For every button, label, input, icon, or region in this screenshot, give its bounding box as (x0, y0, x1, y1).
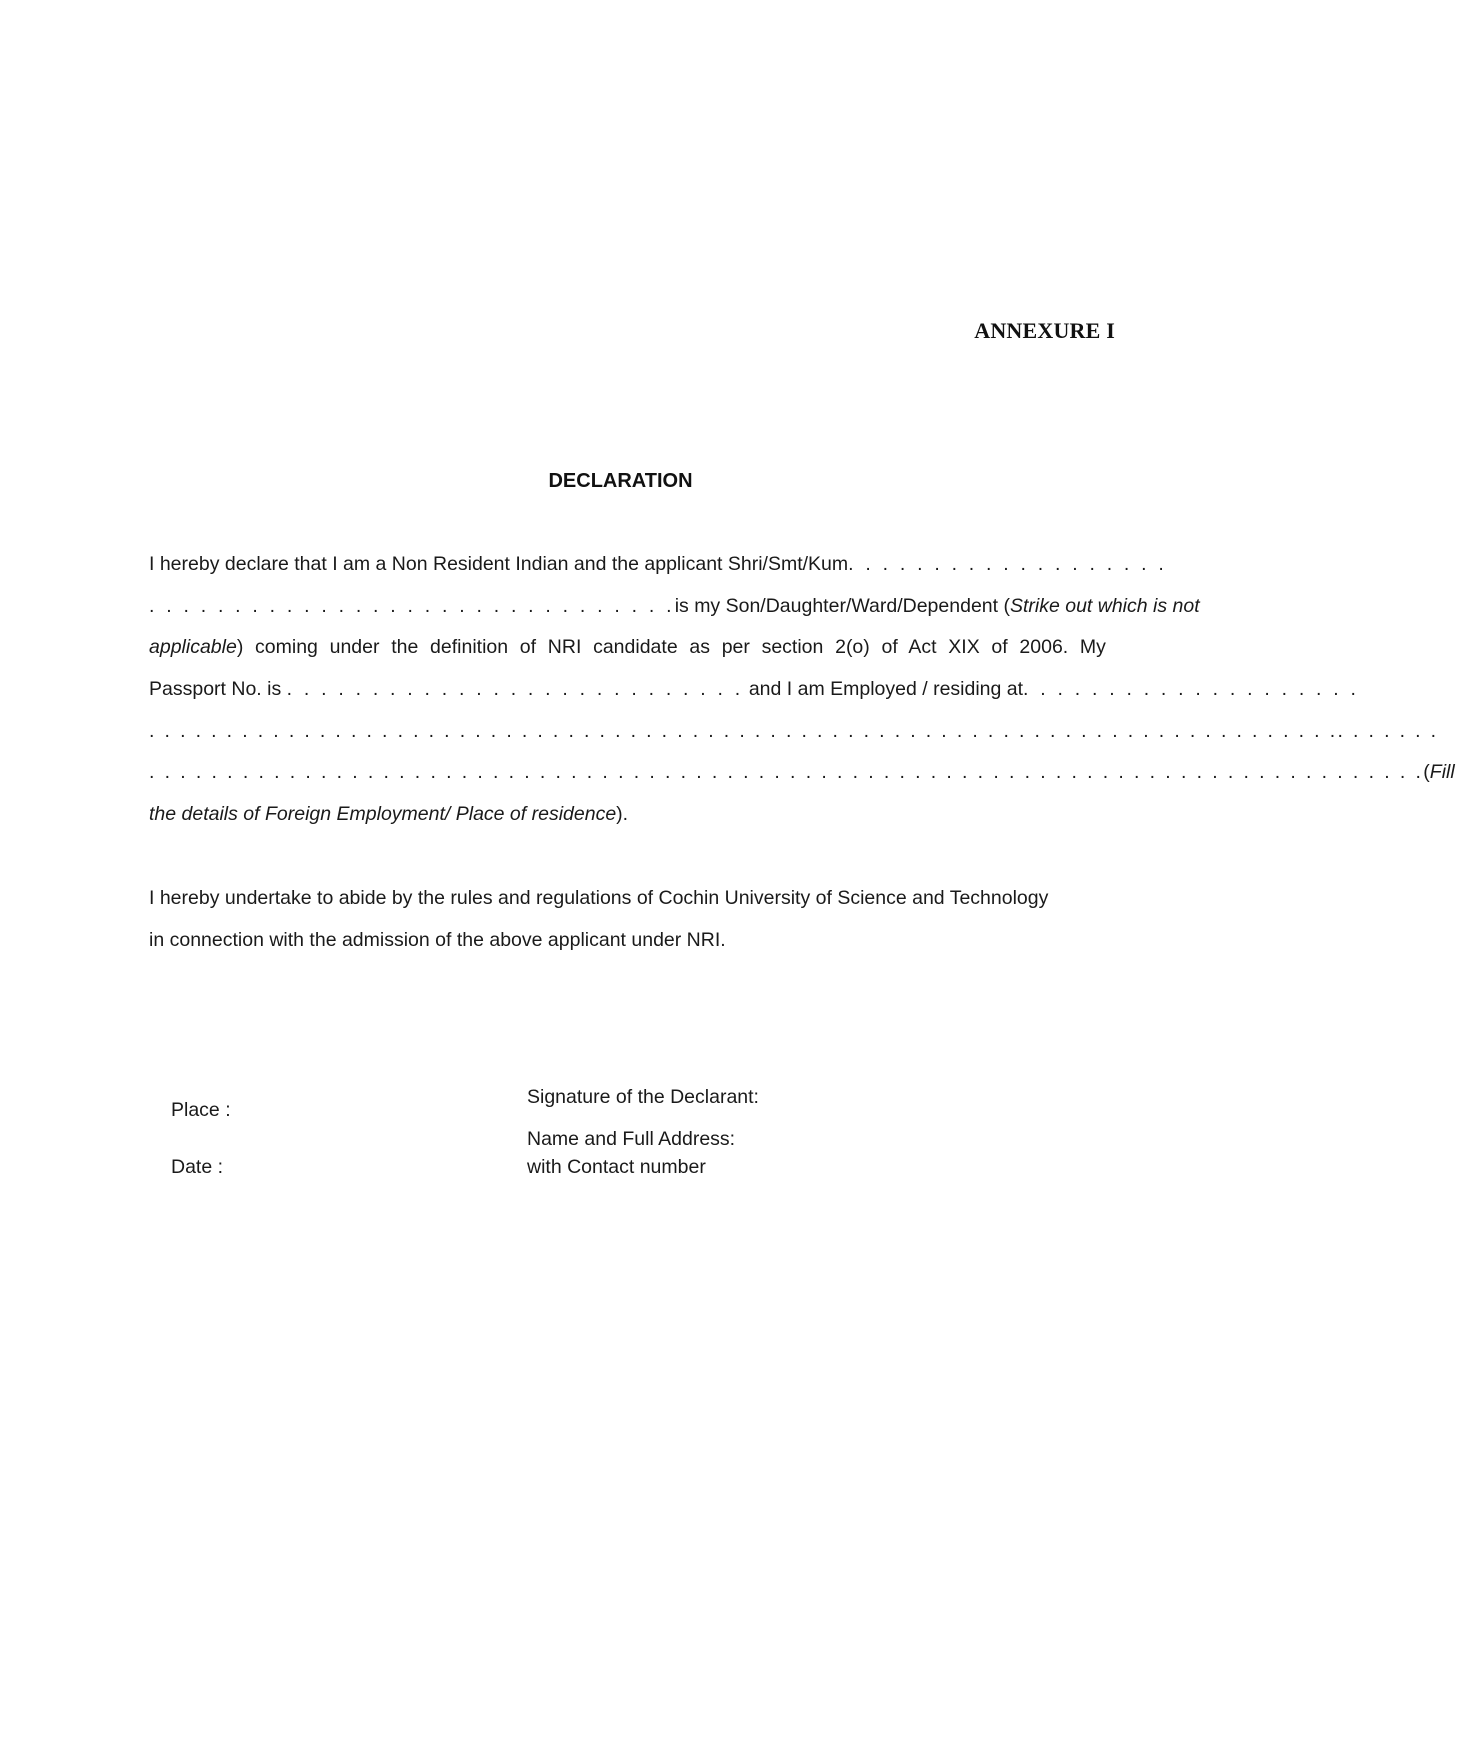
residence-blank-line-3: . . . . . . . . . . . . . . . . . . . . . . . . . . . . . . . . . . . . . . . . . . . . . . . . . . . . . . . . . . . . . . . . . . . . . . . . . . . . . . . . . . (149, 761, 1424, 784)
paragraph-line-2 (149, 586, 1200, 628)
applicant-name-blank-continued: . . . . . . . . . . . . . . . . . . . . . . . . . . . . . . . (149, 594, 675, 617)
residence-blank-line-2: . . . . . . . . . . . . . . . . . . . . . . . . . . . . . . . . . . . . . . . . . . . . . . . . . . . . . . . . . . . . . . . . . . . . . . . . . . . . .. . . . . . . (149, 719, 1439, 742)
paragraph-line-6 (149, 752, 1455, 794)
annexure-label: ANNEXURE I (974, 318, 1115, 343)
undertaking-line-2: in connection with the admission of the above applicant under NRI. (149, 928, 726, 951)
declarant-statement-text: I hereby declare that I am a Non Resident Indian and the applicant Shri/Smt/Kum (149, 553, 849, 575)
contact-label: with Contact number (527, 1156, 706, 1178)
strike-out-note: Strike out which is not (1009, 594, 1200, 617)
passport-number-blank: . . . . . . . . . . . . . . . . . . . . . . . . . . . (286, 678, 744, 701)
declaration-paragraph (149, 544, 1455, 836)
undertaking-line-1: I hereby undertake to abide by the rules and regulations of Cochin University of Science and Technology (149, 887, 1049, 909)
fill-details-note: (Fill (1423, 761, 1455, 784)
signature-label: Signature of the Declarant: (527, 1086, 759, 1108)
declaration-title: DECLARATION (548, 470, 693, 492)
residence-blank: . . . . . . . . . . . . . . . . . . . . (1023, 678, 1360, 701)
relationship-text: is my Son/Daughter/Ward/Dependent (Strike out which is not (674, 594, 1200, 617)
applicant-name-blank: . . . . . . . . . . . . . . . . . . . (848, 553, 1168, 575)
paragraph-line-4 (149, 669, 1360, 711)
date-label: Date : (171, 1156, 224, 1178)
passport-label: Passport No. is . . . . . . . . . . . . . . . . . . . . . . . . . . . and I am Employed / residing at (149, 678, 1024, 701)
foreign-employment-note: the details of Foreign Employment/ Place of residence (149, 803, 617, 826)
paragraph-line-3 (149, 627, 1113, 669)
nri-definition-text: ) coming under the definition of NRI candidate as per section 2(o) of Act XIX of 2006. My (236, 636, 1106, 659)
applicable-note: applicable (149, 636, 237, 659)
paragraph-line-7: the details of Foreign Employment/ Place of residence). (149, 803, 629, 826)
name-address-label: Name and Full Address: (527, 1128, 736, 1150)
undertaking-paragraph (149, 878, 1113, 961)
paragraph-line-1 (149, 544, 1168, 586)
place-label: Place : (171, 1099, 231, 1121)
